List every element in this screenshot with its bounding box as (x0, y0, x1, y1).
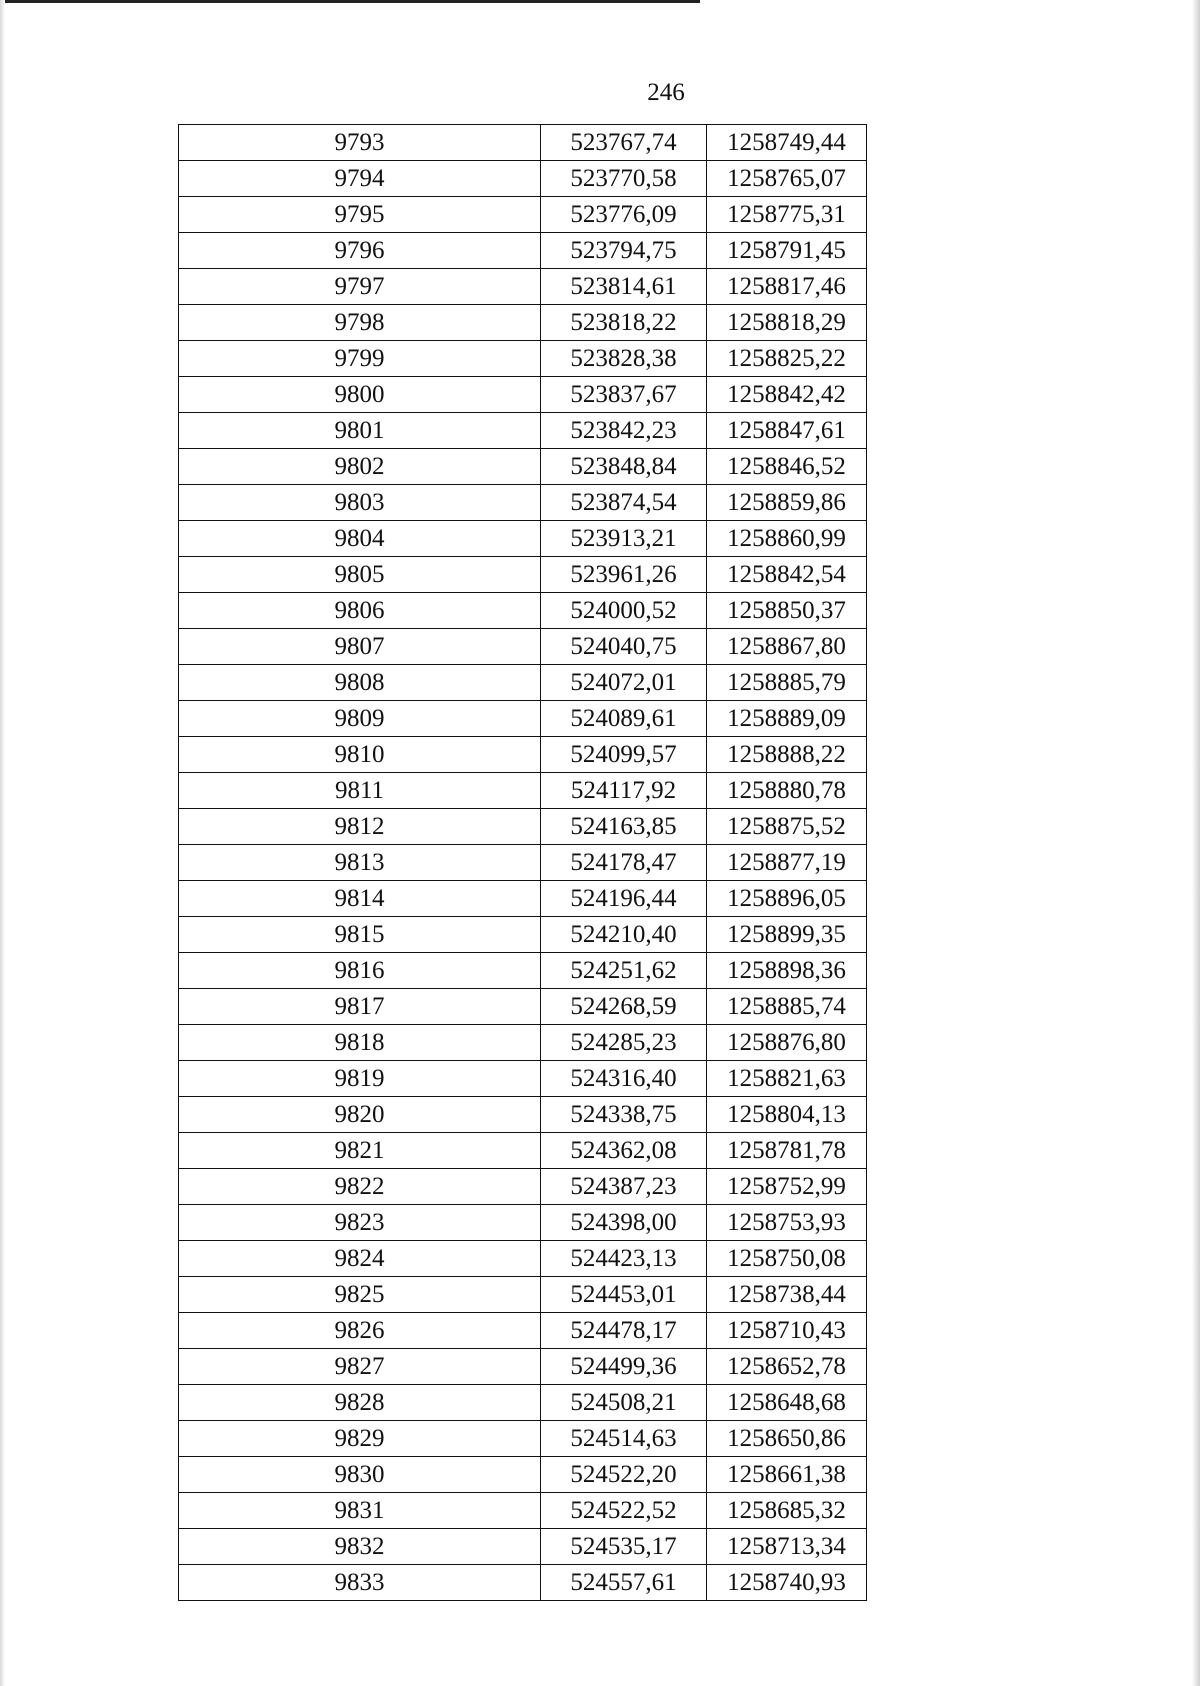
x-coordinate-cell: 524316,40 (541, 1061, 707, 1097)
y-coordinate-cell: 1258791,45 (707, 233, 867, 269)
coordinates-table-body (179, 125, 867, 1601)
point-number-cell: 9819 (179, 1061, 541, 1097)
point-number-cell: 9825 (179, 1277, 541, 1313)
y-coordinate-cell: 1258749,44 (707, 125, 867, 161)
y-coordinate-cell: 1258753,93 (707, 1205, 867, 1241)
table-row (179, 377, 867, 413)
scan-right-edge (1192, 0, 1200, 1686)
y-coordinate-cell: 1258652,78 (707, 1349, 867, 1385)
y-coordinate-cell: 1258885,79 (707, 665, 867, 701)
y-coordinate-cell: 1258821,63 (707, 1061, 867, 1097)
point-number-cell: 9809 (179, 701, 541, 737)
table-row (179, 773, 867, 809)
x-coordinate-cell: 523770,58 (541, 161, 707, 197)
y-coordinate-cell: 1258899,35 (707, 917, 867, 953)
table-row (179, 161, 867, 197)
x-coordinate-cell: 524251,62 (541, 953, 707, 989)
y-coordinate-cell: 1258842,54 (707, 557, 867, 593)
point-number-cell: 9806 (179, 593, 541, 629)
y-coordinate-cell: 1258775,31 (707, 197, 867, 233)
table-row (179, 845, 867, 881)
table-row (179, 1025, 867, 1061)
page-number: 246 (647, 79, 685, 106)
table-row (179, 1097, 867, 1133)
x-coordinate-cell: 523848,84 (541, 449, 707, 485)
point-number-cell: 9795 (179, 197, 541, 233)
x-coordinate-cell: 524387,23 (541, 1169, 707, 1205)
y-coordinate-cell: 1258804,13 (707, 1097, 867, 1133)
y-coordinate-cell: 1258877,19 (707, 845, 867, 881)
x-coordinate-cell: 523842,23 (541, 413, 707, 449)
y-coordinate-cell: 1258817,46 (707, 269, 867, 305)
table-row (179, 269, 867, 305)
table-row (179, 1565, 867, 1601)
y-coordinate-cell: 1258859,86 (707, 485, 867, 521)
x-coordinate-cell: 524362,08 (541, 1133, 707, 1169)
point-number-cell: 9821 (179, 1133, 541, 1169)
point-number-cell: 9803 (179, 485, 541, 521)
x-coordinate-cell: 524000,52 (541, 593, 707, 629)
y-coordinate-cell: 1258710,43 (707, 1313, 867, 1349)
x-coordinate-cell: 524338,75 (541, 1097, 707, 1133)
point-number-cell: 9828 (179, 1385, 541, 1421)
table-row (179, 485, 867, 521)
x-coordinate-cell: 524099,57 (541, 737, 707, 773)
x-coordinate-cell: 524453,01 (541, 1277, 707, 1313)
point-number-cell: 9816 (179, 953, 541, 989)
x-coordinate-cell: 523776,09 (541, 197, 707, 233)
x-coordinate-cell: 523818,22 (541, 305, 707, 341)
table-row (179, 1061, 867, 1097)
point-number-cell: 9812 (179, 809, 541, 845)
table-row (179, 1493, 867, 1529)
table-row (179, 557, 867, 593)
table-row (179, 1313, 867, 1349)
table-row (179, 1421, 867, 1457)
y-coordinate-cell: 1258685,32 (707, 1493, 867, 1529)
x-coordinate-cell: 524089,61 (541, 701, 707, 737)
x-coordinate-cell: 524040,75 (541, 629, 707, 665)
x-coordinate-cell: 524557,61 (541, 1565, 707, 1601)
table-row (179, 665, 867, 701)
table-row (179, 1169, 867, 1205)
point-number-cell: 9810 (179, 737, 541, 773)
x-coordinate-cell: 523913,21 (541, 521, 707, 557)
y-coordinate-cell: 1258867,80 (707, 629, 867, 665)
y-coordinate-cell: 1258825,22 (707, 341, 867, 377)
table-row (179, 305, 867, 341)
table-row (179, 629, 867, 665)
y-coordinate-cell: 1258648,68 (707, 1385, 867, 1421)
table-row (179, 1205, 867, 1241)
point-number-cell: 9811 (179, 773, 541, 809)
scan-left-edge (0, 0, 5, 1686)
point-number-cell: 9798 (179, 305, 541, 341)
point-number-cell: 9805 (179, 557, 541, 593)
y-coordinate-cell: 1258781,78 (707, 1133, 867, 1169)
y-coordinate-cell: 1258818,29 (707, 305, 867, 341)
x-coordinate-cell: 523874,54 (541, 485, 707, 521)
point-number-cell: 9826 (179, 1313, 541, 1349)
point-number-cell: 9823 (179, 1205, 541, 1241)
point-number-cell: 9817 (179, 989, 541, 1025)
point-number-cell: 9814 (179, 881, 541, 917)
x-coordinate-cell: 524522,20 (541, 1457, 707, 1493)
point-number-cell: 9824 (179, 1241, 541, 1277)
point-number-cell: 9822 (179, 1169, 541, 1205)
x-coordinate-cell: 524478,17 (541, 1313, 707, 1349)
x-coordinate-cell: 523961,26 (541, 557, 707, 593)
x-coordinate-cell: 523794,75 (541, 233, 707, 269)
x-coordinate-cell: 524163,85 (541, 809, 707, 845)
x-coordinate-cell: 524398,00 (541, 1205, 707, 1241)
y-coordinate-cell: 1258888,22 (707, 737, 867, 773)
y-coordinate-cell: 1258885,74 (707, 989, 867, 1025)
point-number-cell: 9829 (179, 1421, 541, 1457)
x-coordinate-cell: 524522,52 (541, 1493, 707, 1529)
x-coordinate-cell: 524210,40 (541, 917, 707, 953)
x-coordinate-cell: 524514,63 (541, 1421, 707, 1457)
point-number-cell: 9804 (179, 521, 541, 557)
table-row (179, 953, 867, 989)
point-number-cell: 9833 (179, 1565, 541, 1601)
y-coordinate-cell: 1258738,44 (707, 1277, 867, 1313)
table-row (179, 1529, 867, 1565)
x-coordinate-cell: 523814,61 (541, 269, 707, 305)
x-coordinate-cell: 524508,21 (541, 1385, 707, 1421)
y-coordinate-cell: 1258847,61 (707, 413, 867, 449)
point-number-cell: 9813 (179, 845, 541, 881)
y-coordinate-cell: 1258650,86 (707, 1421, 867, 1457)
y-coordinate-cell: 1258713,34 (707, 1529, 867, 1565)
point-number-cell: 9796 (179, 233, 541, 269)
point-number-cell: 9793 (179, 125, 541, 161)
table-row (179, 341, 867, 377)
y-coordinate-cell: 1258898,36 (707, 953, 867, 989)
x-coordinate-cell: 524499,36 (541, 1349, 707, 1385)
point-number-cell: 9831 (179, 1493, 541, 1529)
table-row (179, 1385, 867, 1421)
point-number-cell: 9797 (179, 269, 541, 305)
point-number-cell: 9794 (179, 161, 541, 197)
table-row (179, 233, 867, 269)
y-coordinate-cell: 1258875,52 (707, 809, 867, 845)
y-coordinate-cell: 1258880,78 (707, 773, 867, 809)
table-row (179, 449, 867, 485)
table-row (179, 701, 867, 737)
table-row (179, 989, 867, 1025)
table-row (179, 917, 867, 953)
y-coordinate-cell: 1258752,99 (707, 1169, 867, 1205)
x-coordinate-cell: 524178,47 (541, 845, 707, 881)
table-row (179, 521, 867, 557)
table-row (179, 413, 867, 449)
y-coordinate-cell: 1258740,93 (707, 1565, 867, 1601)
y-coordinate-cell: 1258846,52 (707, 449, 867, 485)
y-coordinate-cell: 1258750,08 (707, 1241, 867, 1277)
table-row (179, 1349, 867, 1385)
x-coordinate-cell: 524072,01 (541, 665, 707, 701)
y-coordinate-cell: 1258860,99 (707, 521, 867, 557)
y-coordinate-cell: 1258765,07 (707, 161, 867, 197)
point-number-cell: 9802 (179, 449, 541, 485)
x-coordinate-cell: 524285,23 (541, 1025, 707, 1061)
x-coordinate-cell: 524535,17 (541, 1529, 707, 1565)
x-coordinate-cell: 524196,44 (541, 881, 707, 917)
table-row (179, 881, 867, 917)
y-coordinate-cell: 1258842,42 (707, 377, 867, 413)
scan-top-rule (0, 0, 700, 3)
table-row (179, 1457, 867, 1493)
y-coordinate-cell: 1258876,80 (707, 1025, 867, 1061)
x-coordinate-cell: 524268,59 (541, 989, 707, 1025)
table-row (179, 1133, 867, 1169)
point-number-cell: 9800 (179, 377, 541, 413)
table-row (179, 737, 867, 773)
y-coordinate-cell: 1258896,05 (707, 881, 867, 917)
y-coordinate-cell: 1258889,09 (707, 701, 867, 737)
x-coordinate-cell: 523767,74 (541, 125, 707, 161)
table-row (179, 809, 867, 845)
x-coordinate-cell: 524423,13 (541, 1241, 707, 1277)
point-number-cell: 9807 (179, 629, 541, 665)
point-number-cell: 9801 (179, 413, 541, 449)
y-coordinate-cell: 1258850,37 (707, 593, 867, 629)
table-row (179, 125, 867, 161)
y-coordinate-cell: 1258661,38 (707, 1457, 867, 1493)
x-coordinate-cell: 523837,67 (541, 377, 707, 413)
table-row (179, 1277, 867, 1313)
point-number-cell: 9808 (179, 665, 541, 701)
point-number-cell: 9830 (179, 1457, 541, 1493)
x-coordinate-cell: 523828,38 (541, 341, 707, 377)
point-number-cell: 9815 (179, 917, 541, 953)
point-number-cell: 9832 (179, 1529, 541, 1565)
table-row (179, 593, 867, 629)
point-number-cell: 9799 (179, 341, 541, 377)
point-number-cell: 9820 (179, 1097, 541, 1133)
point-number-cell: 9818 (179, 1025, 541, 1061)
point-number-cell: 9827 (179, 1349, 541, 1385)
table-row (179, 1241, 867, 1277)
x-coordinate-cell: 524117,92 (541, 773, 707, 809)
coordinates-table (178, 124, 867, 1601)
table-row (179, 197, 867, 233)
